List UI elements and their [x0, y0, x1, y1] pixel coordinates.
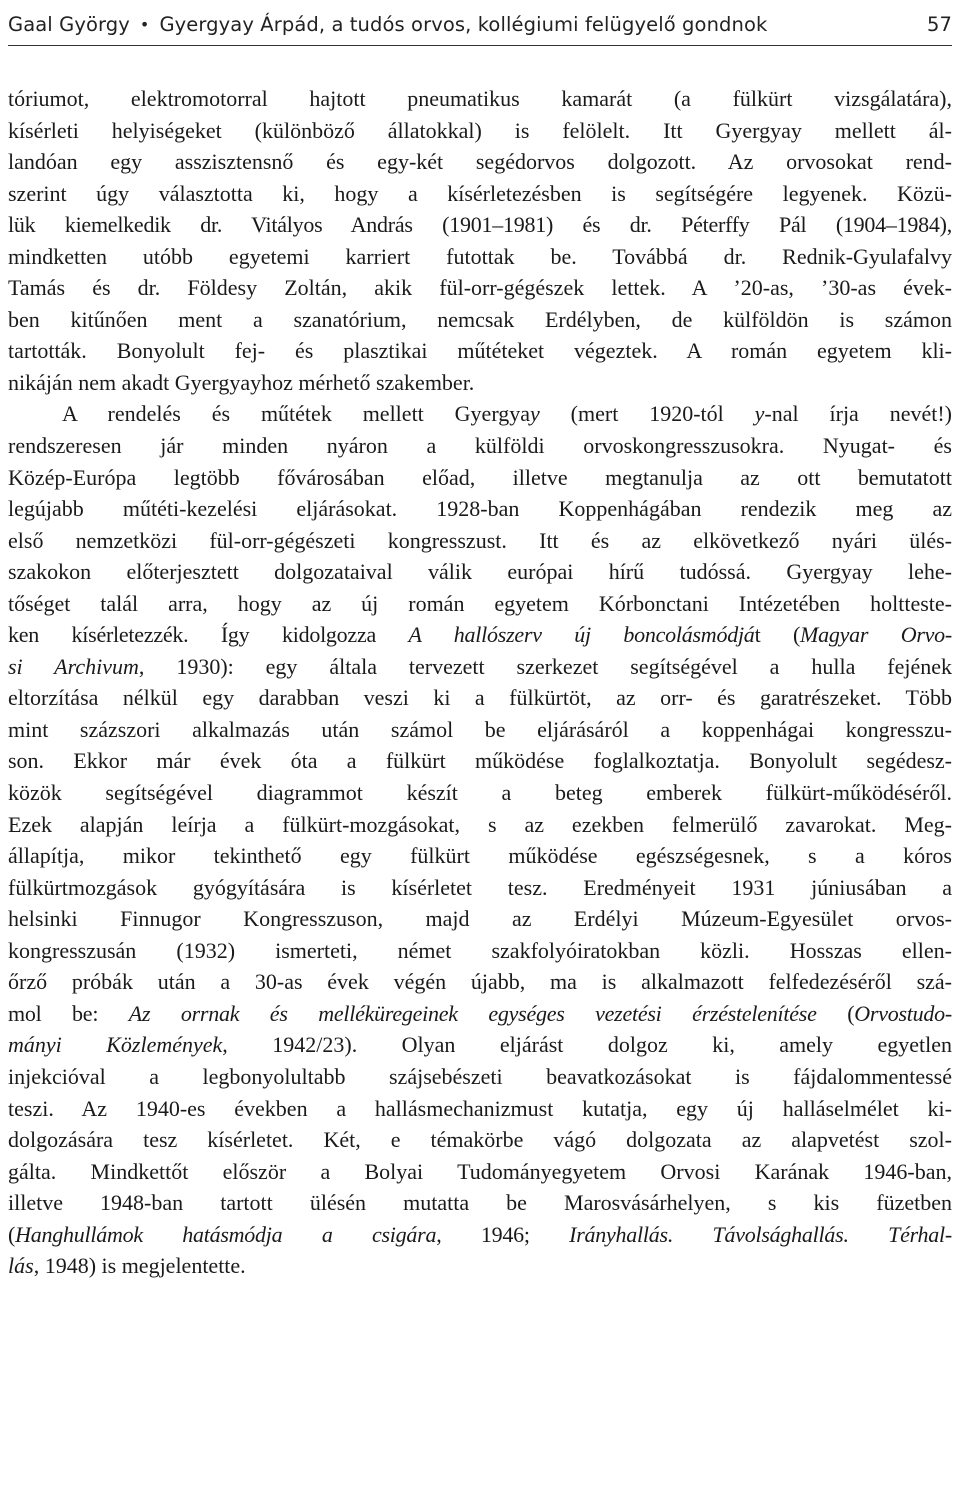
text-line [8, 935, 952, 967]
text-line [8, 998, 952, 1030]
text-segment: Ezek alapján leírja a fülkürt-mozgásokat, s az ezekben felmerülő zavarokat. Meg- [8, 811, 952, 837]
text-line [8, 840, 952, 872]
header-author: Gaal György [8, 12, 130, 36]
text-segment: , 1948) is megjelentette. [33, 1253, 246, 1279]
text-line [8, 462, 952, 494]
italic-segment: Irányhallás. Távolsághallás. Térhal- [569, 1221, 952, 1247]
italic-segment: lás [8, 1253, 34, 1279]
text-segment: t ( [754, 622, 801, 648]
italic-segment: y [530, 401, 540, 427]
text-line [8, 1219, 952, 1251]
text-segment: fülkürtmozgások gyógyítására is kísérletet tesz. Eredményeit 1931 júniusában a [8, 874, 952, 900]
text-segment: tartották. Bonyolult fej- és plasztikai műtéteket végeztek. A román egyetem kli- [8, 338, 952, 364]
italic-segment: si Archivum [8, 653, 139, 679]
text-segment: mol be: [8, 1000, 129, 1026]
text-line [8, 146, 952, 178]
text-line [8, 209, 952, 241]
text-segment: A rendelés és műtétek mellett Gyergya [62, 401, 531, 427]
running-head [8, 6, 952, 42]
text-line [8, 872, 952, 904]
text-segment: illetve 1948-ban tartott ülésén mutatta be Marosvásárhelyen, s kis füzetben [8, 1190, 952, 1216]
text-segment: kísérleti helyiségeket (különböző állatokkal) is felölelt. Itt Gyergyay mellett ál- [8, 117, 952, 143]
text-line [8, 714, 952, 746]
page-number: 57 [926, 12, 952, 36]
text-segment: -nal írja nevét!) [764, 401, 952, 427]
text-segment: dolgozására tesz kísérletet. Két, e témakörbe vágó dolgozata az alapvetést szol- [8, 1127, 952, 1153]
text-line [8, 777, 952, 809]
text-line [8, 1061, 952, 1093]
text-segment: son. Ekkor már évek óta a fülkürt működése foglalkoztatja. Bonyolult segédesz- [8, 748, 952, 774]
text-segment: szakokon előterjesztett dolgozataival válik európai hírű tudóssá. Gyergyay lehe- [8, 559, 952, 585]
text-line [8, 966, 952, 998]
text-line [8, 1187, 952, 1219]
text-line [8, 745, 952, 777]
text-line [8, 1124, 952, 1156]
text-segment: tóriumot, elektromotorral hajtott pneumatikus kamarát (a fülkürt vizsgálatára), [8, 86, 952, 111]
text-line [8, 178, 952, 210]
italic-segment: Magyar Orvo- [800, 622, 952, 648]
text-segment: legújabb műtéti-kezelési eljárásokat. 1928-ban Koppenhágában rendezik meg az [8, 496, 952, 522]
text-segment: közök segítségével diagrammot készít a beteg emberek fülkürt-működéséről. [8, 780, 952, 806]
text-line [8, 682, 952, 714]
text-line [8, 525, 952, 557]
text-segment: gálta. Mindkettőt először a Bolyai Tudományegyetem Orvosi Karának 1946-ban, [8, 1158, 952, 1184]
text-segment: injekcióval a legbonyolultabb szájsebészeti beavatkozásokat is fájdalommentessé [8, 1063, 952, 1089]
text-line [8, 272, 952, 304]
header-title: Gyergyay Árpád, a tudós orvos, kollégiumi felügyelő gondnok [159, 12, 768, 36]
text-segment: teszi. Az 1940-es években a hallásmechanizmust kutatja, egy új halláselmélet ki- [8, 1095, 952, 1121]
italic-segment: A hallószerv új boncolásmódjá [408, 622, 755, 648]
text-line [8, 903, 952, 935]
text-line [8, 1029, 952, 1061]
text-line [8, 809, 952, 841]
text-segment: állapítja, mikor tekinthető egy fülkürt működése egészségesnek, s a kóros [8, 843, 952, 869]
text-line [8, 335, 952, 367]
text-segment: kongresszusán (1932) ismerteti, német szakfolyóiratokban közli. Hosszas ellen- [8, 937, 952, 963]
body-text [8, 83, 952, 1282]
text-line [8, 115, 952, 147]
text-segment: első nemzetközi fül-orr-gégészeti kongresszust. Itt és az elkövetkező nyári ülés- [8, 527, 952, 553]
text-segment: (mert 1920-tól [539, 401, 755, 427]
text-line [8, 1156, 952, 1188]
italic-segment: Orvostudo- [854, 1000, 952, 1026]
text-segment: őrző próbák után a 30-as évek végén újabb, ma is alkalmazott felfedezéséről szá- [8, 969, 952, 995]
text-segment: szerint úgy választotta ki, hogy a kísérletezésben is segítségére legyenek. Közü- [8, 180, 952, 206]
text-segment: helsinki Finnugor Kongresszuson, majd az Erdélyi Múzeum-Egyesület orvos- [8, 906, 952, 932]
text-segment: , 1930): egy általa tervezett szerkezet segítségével a hulla fejének [138, 653, 952, 679]
header-separator-bullet: • [139, 14, 150, 34]
text-line [8, 430, 952, 462]
text-line [8, 493, 952, 525]
text-segment: landóan egy asszisztensnő és egy-két segédorvos dolgozott. Az orvosokat rend- [8, 149, 952, 175]
text-segment: Tamás és dr. Földesy Zoltán, akik fül-orr-gégészek lettek. A ’20-as, ’30-as évek- [8, 275, 952, 301]
text-line [8, 1093, 952, 1125]
text-segment: mint százszori alkalmazás után számol be eljárásáról a koppenhágai kongresszu- [8, 716, 952, 742]
text-line [8, 588, 952, 620]
text-line [8, 83, 952, 115]
header-rule [8, 45, 952, 46]
text-segment: rendszeresen jár minden nyáron a külföldi orvoskongresszusokra. Nyugat- és [8, 433, 952, 459]
text-segment: Közép-Európa legtöbb fővárosában előad, illetve megtanulja az ott bemutatott [8, 464, 952, 490]
text-line [8, 367, 952, 399]
text-segment: , 1942/23). Olyan eljárást dolgoz ki, amely egyetlen [222, 1032, 952, 1058]
italic-segment: y [754, 401, 765, 427]
text-segment: , 1946; [436, 1221, 570, 1247]
text-line [8, 241, 952, 273]
text-segment: ( [8, 1221, 16, 1247]
text-line [8, 398, 952, 430]
text-line [8, 556, 952, 588]
text-segment: ben kitűnően ment a szanatórium, nemcsak Erdélyben, de külföldön is számon [8, 306, 952, 332]
text-segment: lük kiemelkedik dr. Vitályos András (1901–1981) és dr. Péterffy Pál (1904–1984), [8, 212, 952, 238]
text-segment: eltorzítása nélkül egy darabban veszi ki a fülkürtöt, az orr- és garatrészeket. Több [8, 685, 952, 711]
text-segment: ken kísérletezzék. Így kidolgozza [8, 622, 409, 648]
text-line [8, 1250, 952, 1282]
text-segment: nikáján nem akadt Gyergyayhoz mérhető szakember. [8, 369, 475, 395]
text-segment: ( [816, 1000, 855, 1026]
text-segment: mindketten utóbb egyetemi karriert futottak be. Továbbá dr. Rednik-Gyulafalvy [8, 243, 952, 269]
text-segment: tőséget talál arra, hogy az új román egyetem Kórbonctani Intézetében holtteste- [8, 590, 952, 616]
italic-segment: Az orrnak és melléküregeinek egységes vezetési érzéstelenítése [128, 1000, 817, 1026]
text-line [8, 651, 952, 683]
italic-segment: Hanghullámok hatásmódja a csigára [15, 1221, 437, 1247]
italic-segment: mányi Közlemények [8, 1032, 223, 1058]
text-line [8, 304, 952, 336]
text-line [8, 619, 952, 651]
